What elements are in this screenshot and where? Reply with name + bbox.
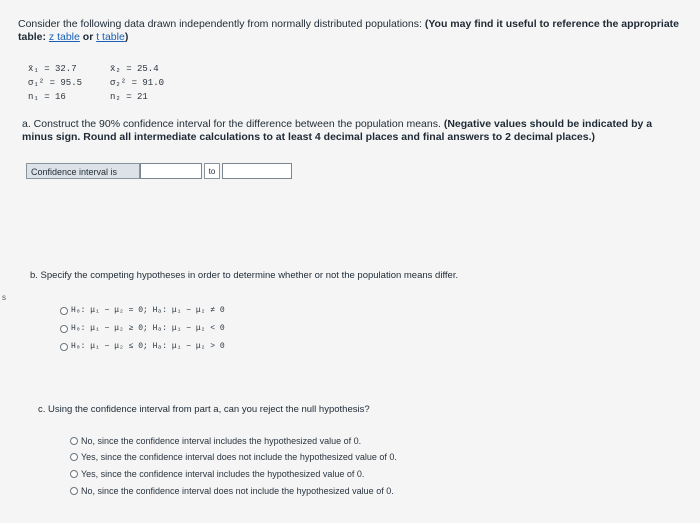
sample-2-stats [110,62,220,104]
radio-icon[interactable] [60,325,68,333]
radio-icon[interactable] [60,307,68,315]
sample-1-variance: σ₁² = 95.5 [28,78,83,88]
ci-lower-input[interactable] [140,163,202,179]
problem-intro [18,18,682,44]
intro-text: Consider the following data drawn independently from normally distributed populations: [18,18,425,30]
part-a-instructions: (Negative values should be indicated by a minus sign. Round all intermediate calculations to at least 4 decimal places and final answers to 2 decimal places.) [22,118,653,143]
reject-option-3[interactable] [70,469,364,479]
part-c-question: c. Using the confidence interval from part a, can you reject the null hypothesis? [38,404,370,415]
reject-option-label: No, since the confidence interval does not include the hypothesized value of 0. [81,486,394,496]
hypothesis-option-2[interactable] [60,324,225,333]
hypothesis-option-1[interactable] [60,306,225,315]
reject-option-1[interactable] [70,436,361,446]
z-table-link[interactable]: z table [48,31,80,43]
radio-icon[interactable] [70,453,78,461]
sample-2-size: n₂ = 21 [110,92,148,102]
confidence-interval-row [26,162,292,180]
reject-option-label: No, since the confidence interval includes the hypothesized value of 0. [81,436,362,446]
ci-upper-input[interactable] [222,163,292,179]
hypothesis-option-label: H₀: μ₁ − μ₂ ≤ 0; Hₐ: μ₁ − μ₂ > 0 [71,342,225,351]
sample-1-mean: x̄₁ = 32.7 [28,64,77,74]
radio-icon[interactable] [70,470,78,478]
intro-close: ) [124,31,129,43]
sample-2-mean: x̄₂ = 25.4 [110,64,159,74]
part-a-text: a. Construct the 90% confidence interval for the difference between the population means. [22,118,444,130]
part-a-question [22,118,682,144]
radio-icon[interactable] [70,437,78,445]
reject-option-2[interactable] [70,452,397,462]
reject-option-label: Yes, since the confidence interval does not include the hypothesized value of 0. [81,452,397,462]
radio-icon[interactable] [60,343,68,351]
t-table-link[interactable]: t table [96,31,125,43]
intro-bold: (You may find it useful to reference the appropriate table: [18,18,680,43]
hypothesis-option-label: H₀: μ₁ − μ₂ = 0; Hₐ: μ₁ − μ₂ ≠ 0 [71,306,225,315]
sample-1-size: n₁ = 16 [28,92,66,102]
sample-2-variance: σ₂² = 91.0 [110,78,165,88]
ci-to-label: to [204,163,220,179]
hypothesis-option-3[interactable] [60,342,225,351]
intro-or: or [79,31,97,43]
radio-icon[interactable] [70,487,78,495]
hypothesis-option-label: H₀: μ₁ − μ₂ ≥ 0; Hₐ: μ₁ − μ₂ < 0 [71,324,225,333]
margin-mark: s [2,293,6,302]
part-b-question: b. Specify the competing hypotheses in order to determine whether or not the population means differ. [30,270,459,281]
ci-label: Confidence interval is [26,163,140,179]
reject-option-4[interactable] [70,486,394,496]
reject-option-label: Yes, since the confidence interval includes the hypothesized value of 0. [81,469,365,479]
